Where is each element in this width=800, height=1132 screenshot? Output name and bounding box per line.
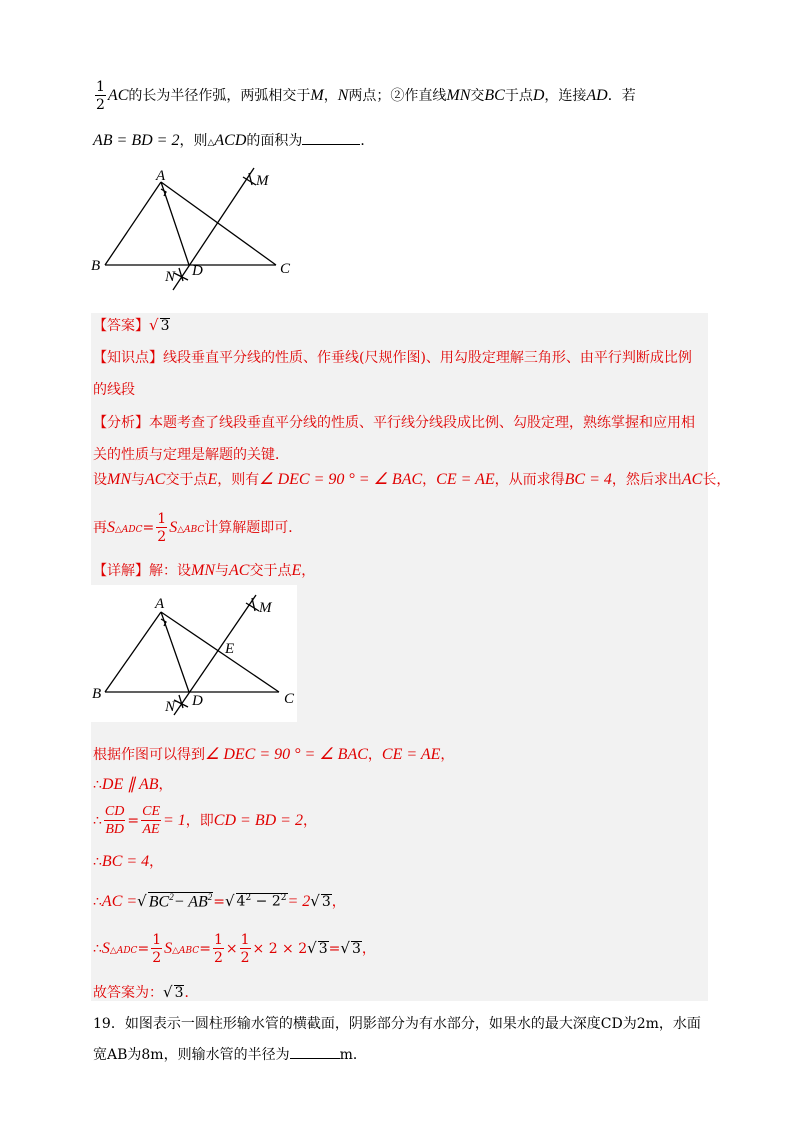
detail-line-1: 根据作图可以得到∠ DEC = 90 ° = ∠ BAC，CE = AE，	[93, 746, 455, 763]
analysis-line-2: 关的性质与定理是解题的关键．	[93, 447, 289, 463]
svg-text:M: M	[256, 173, 269, 189]
line-mn	[173, 168, 254, 290]
detail-line-5: ∴AC =√ $BC^2- AB^2=√$ $4^2 - 2^2= 2√$ 3，	[93, 891, 346, 910]
arc-mark-m	[243, 173, 256, 185]
figure-triangle-1	[88, 165, 300, 295]
svg-text:D: D	[192, 693, 203, 709]
detail-line-6: ∴S△ADC= $\frac{1}{2}$ S△ABC= $\frac{1}{2}$ × $\frac{1}{2}$ × 2 × 2√ 3=√ 3，	[93, 932, 376, 966]
svg-text:D: D	[192, 263, 203, 279]
segment-ab-2	[105, 612, 161, 692]
svg-text:B: B	[92, 686, 102, 702]
svg-text:E: E	[225, 641, 235, 657]
detail-line-2: ∴DE ∥ AB，	[93, 776, 173, 793]
answer-blank	[302, 130, 360, 145]
detail-final: 故答案为：√ 3．	[93, 983, 199, 1001]
right-angle-mark	[161, 189, 166, 196]
next-problem-line-2: 宽AB为8m，则输水管的半径为 m．	[93, 1044, 367, 1064]
segment-ab	[105, 182, 161, 265]
analysis-line-3: 设MN与AC交于点E，则有∠ DEC = 90 ° = ∠ BAC，CE = AE，从而求得BC = 4，然后求出AC长，	[93, 471, 731, 488]
answer-line: 【答案】√ 3	[93, 316, 170, 334]
detail-intro: 【详解】解：设MN与AC交于点E，	[93, 562, 316, 579]
analysis-line-1: 【分析】本题考查了线段垂直平分线的性质、平行线分线段成比例、勾股定理，熟练掌握和应用相	[93, 415, 695, 431]
arc-mark-m-2	[246, 598, 259, 611]
knowledge-line-2: 的线段	[93, 382, 135, 398]
segment-ac-2	[161, 612, 279, 692]
svg-text:A: A	[156, 168, 166, 184]
svg-text:N: N	[165, 699, 176, 715]
segment-ac	[161, 182, 276, 265]
answer-blank-19	[290, 1044, 340, 1059]
fraction-half: $\frac{1}{2}$	[96, 79, 105, 113]
detail-line-3: ∴ $\frac{CD}{BD}$ = $\frac{CE}{AE}$ = 1，即CD = BD = 2，	[93, 804, 317, 837]
detail-line-4: ∴BC = 4，	[93, 853, 164, 870]
svg-text:C: C	[280, 261, 291, 277]
knowledge-line-1: 【知识点】线段垂直平分线的性质、作垂线(尺规作图)、用勾股定理解三角形、由平行判断成比例	[93, 350, 692, 366]
analysis-line-4: 再S△ADC= $\frac{1}{2}$ S△ABC计算解题即可．	[93, 511, 303, 545]
problem-line-2: AB = BD = 2，则△ACD的面积为 ．	[93, 132, 375, 149]
problem-line-1: $\frac{1}{2}$ AC的长为半径作弧，两弧相交于M，N两点；②作直线MN交BC于点D，连接AD．若	[96, 79, 636, 113]
figure-triangle-2	[91, 585, 297, 722]
svg-text:A: A	[155, 596, 165, 612]
line-mn-2	[174, 595, 256, 715]
svg-text:N: N	[165, 269, 176, 285]
svg-text:M: M	[259, 600, 272, 616]
next-problem-line-1: 19．如图表示一圆柱形输水管的横截面，阴影部分为有水部分，如果水的最大深度CD为2m，水面	[93, 1016, 701, 1032]
right-angle-mark-2	[161, 619, 166, 626]
svg-text:B: B	[91, 258, 101, 274]
svg-text:C: C	[284, 691, 295, 707]
